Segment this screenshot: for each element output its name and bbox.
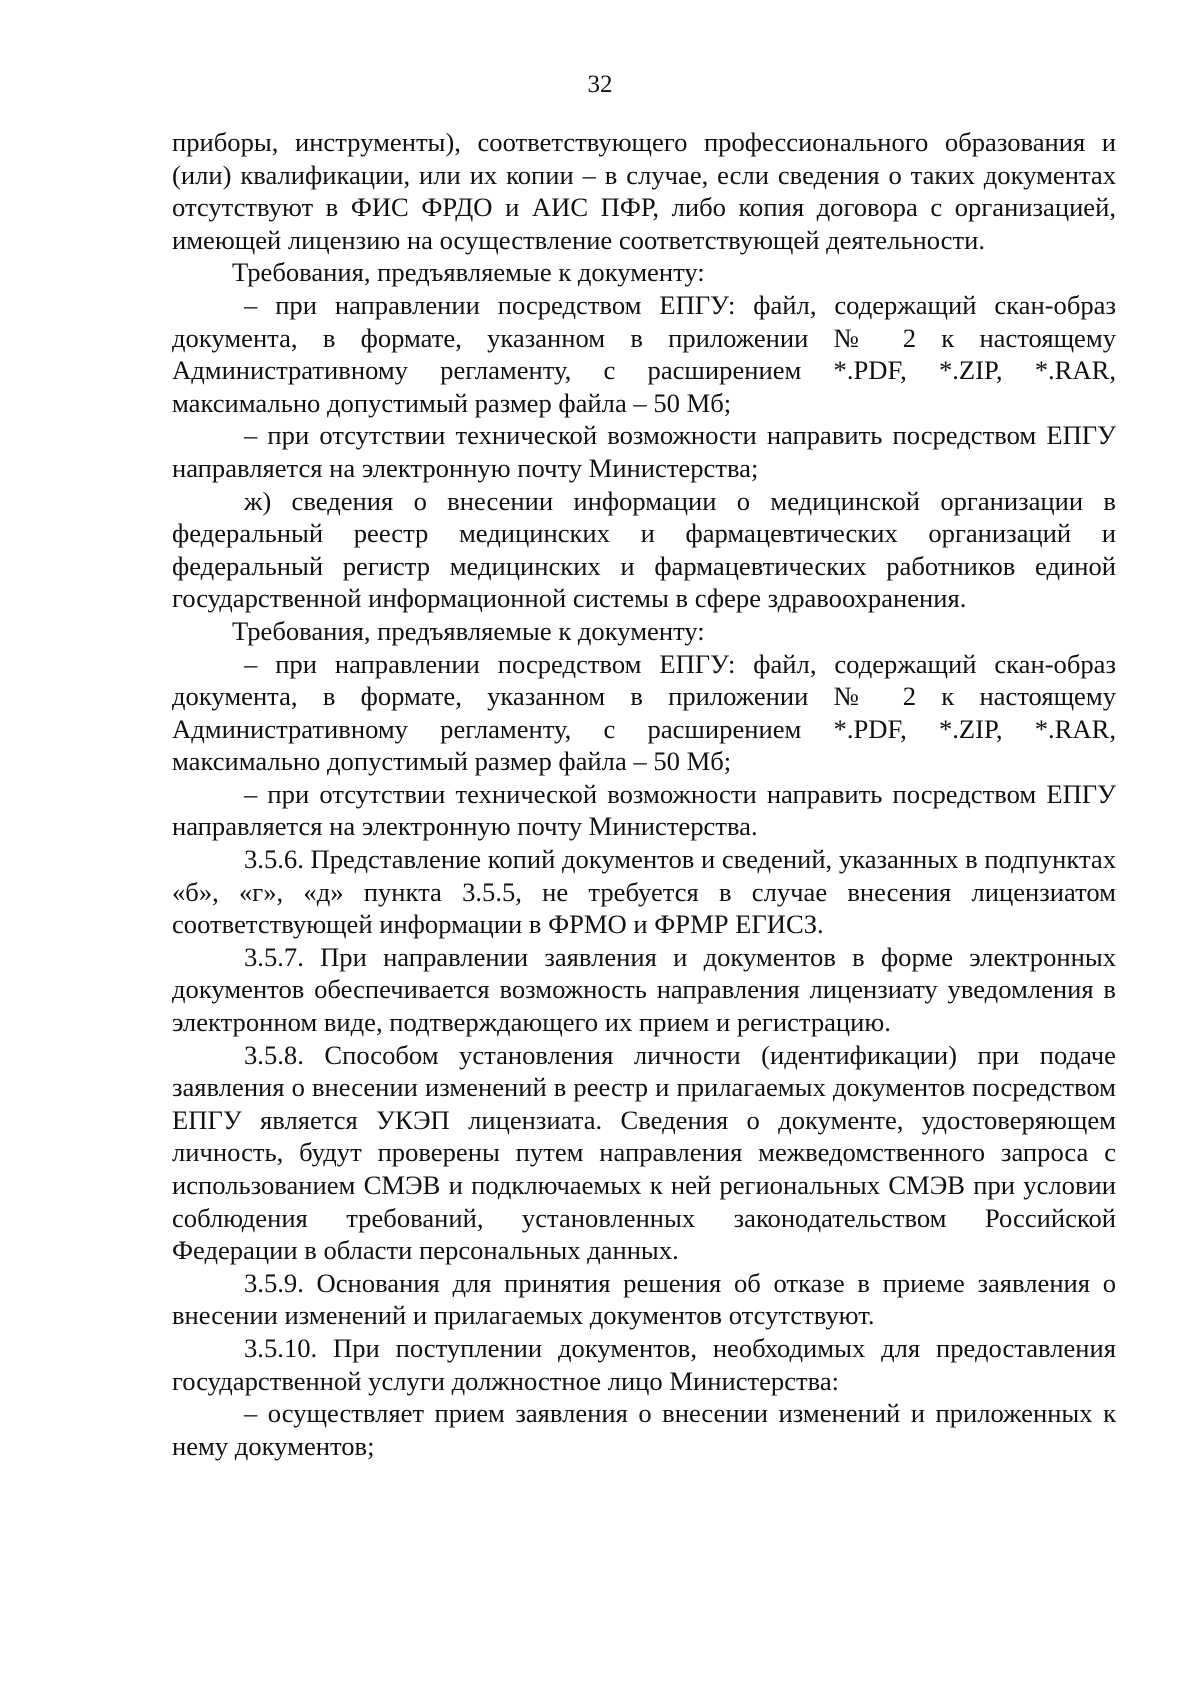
paragraph-no-technical-possibility: – при отсутствии технической возможности направить посредством ЕПГУ направляется на электронную почту Министерства. xyxy=(172,778,1116,842)
paragraph-3-5-7: 3.5.7. При направлении заявления и документов в форме электронных документов обеспечивается возможность направления лицензиату уведомления в электронном виде, подтверждающего их прием и регистрацию. xyxy=(172,941,1116,1038)
paragraph-epgu-file-requirement: – при направлении посредством ЕПГУ: файл, содержащий скан-образ документа, в формате, указанном в приложении № 2 к настоящему Административному регламенту, с расширением *.PDF, *.ZIP, *.RAR, максимально допустимый размер файла – 50 Мб; xyxy=(172,289,1116,418)
paragraph-3-5-6: 3.5.6. Представление копий документов и сведений, указанных в подпунктах «б», «г», «д» пункта 3.5.5, не требуется в случае внесения лицензиатом соответствующей информации в ФРМО и ФРМР ЕГИСЗ. xyxy=(172,844,1116,940)
paragraph-accepts-application: – осуществляет прием заявления о внесении изменений и приложенных к нему документов; xyxy=(172,1398,1116,1461)
paragraph-epgu-file-requirement: – при направлении посредством ЕПГУ: файл, содержащий скан-образ документа, в формате, указанном в приложении № 2 к настоящему Административному регламенту, с расширением *.PDF, *.ZIP, *.RAR, максимально допустимый размер файла – 50 Мб; xyxy=(172,648,1116,777)
paragraph-requirements-heading: Требования, предъявляемые к документу: xyxy=(232,257,705,288)
paragraph-3-5-8: 3.5.8. Способом установления личности (идентификации) при подаче заявления о внесении изменений в реестр и прилагаемых документов посредством ЕПГУ является УКЭП лицензиата. Сведения о документе, удостоверяющем личность, будут проверены путем направления межведомственного запроса с использованием СМЭВ и подключаемых к ней региональных СМЭВ при условии соблюдения требований, установленных законодательством Российской Федерации в области персональных данных. xyxy=(172,1039,1116,1266)
paragraph-item-zh: ж) сведения о внесении информации о медицинской организации в федеральный реестр медицинских и фармацевтических организаций и федеральный регистр медицинских и фармацевтических работников единой государственной информационной системы в сфере здравоохранения. xyxy=(172,485,1116,614)
document-body xyxy=(172,126,1116,1462)
paragraph-no-technical-possibility: – при отсутствии технической возможности направить посредством ЕПГУ направляется на электронную почту Министерства; xyxy=(172,420,1116,483)
page-number: 32 xyxy=(587,71,613,98)
paragraph-3-5-10: 3.5.10. При поступлении документов, необходимых для предоставления государственной услуги должностное лицо Министерства: xyxy=(172,1332,1116,1396)
paragraph-requirements-heading: Требования, предъявляемые к документу: xyxy=(232,615,705,646)
paragraph-continuation: приборы, инструменты), соответствующего профессионального образования и (или) квалификации, или их копии – в случае, если сведения о таких документах отсутствуют в ФИС ФРДО и АИС ПФР, либо копия договора с организацией, имеющей лицензию на осуществление соответствующей деятельности. xyxy=(172,127,1116,255)
paragraph-3-5-9: 3.5.9. Основания для принятия решения об отказе в приеме заявления о внесении изменений и прилагаемых документов отсутствуют. xyxy=(172,1267,1116,1331)
